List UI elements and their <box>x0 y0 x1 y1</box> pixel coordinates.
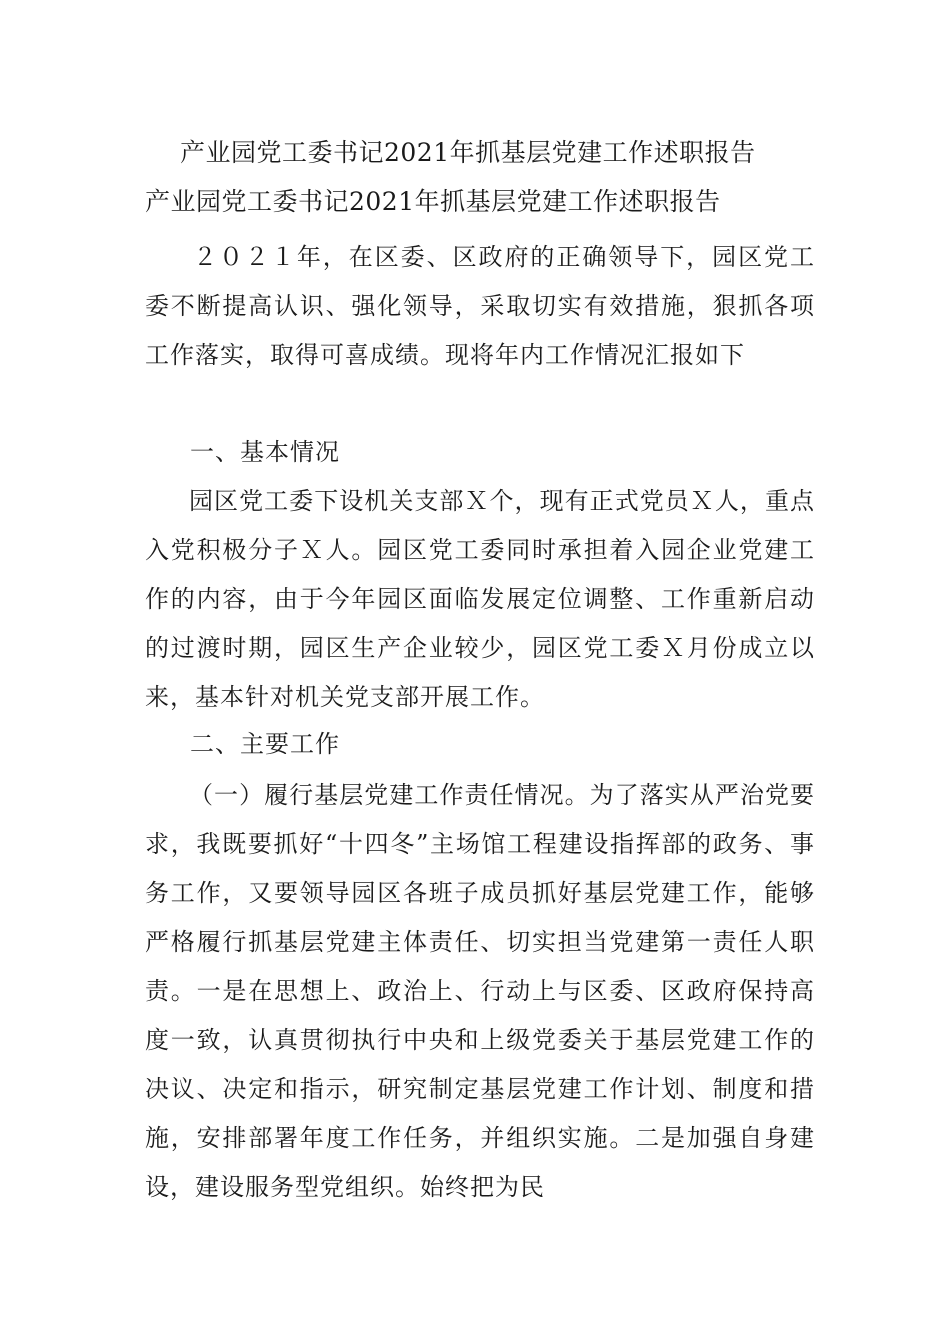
section-heading-main-work: 二、主要工作 <box>190 730 340 758</box>
document-subtitle: 产业园党工委书记2021年抓基层党建工作述职报告 <box>145 187 721 216</box>
section-heading-basic-situation: 一、基本情况 <box>190 438 340 466</box>
section-paragraph-basic-situation: 园区党工委下设机关支部Ｘ个，现有正式党员Ｘ人，重点入党积极分子Ｘ人。园区党工委同时承担着入园企业党建工作的内容，由于今年园区面临发展定位调整、工作重新启动的过渡时期，园区生产企业较少，园区党工委Ｘ月份成立以来，基本针对机关党支部开展工作。 <box>145 487 815 711</box>
intro-paragraph: ２０２１年，在区委、区政府的正确领导下，园区党工委不断提高认识、强化领导，采取切实有效措施，狠抓各项工作落实，取得可喜成绩。现将年内工作情况汇报如下 <box>145 243 815 369</box>
document-title: 产业园党工委书记2021年抓基层党建工作述职报告 <box>180 138 756 167</box>
section-paragraph-main-work: （一）履行基层党建工作责任情况。为了落实从严治党要求，我既要抓好“十四冬”主场馆工程建设指挥部的政务、事务工作，又要领导园区各班子成员抓好基层党建工作，能够严格履行抓基层党建主体责任、切实担当党建第一责任人职责。一是在思想上、政治上、行动上与区委、区政府保持高度一致，认真贯彻执行中央和上级党委关于基层党建工作的决议、决定和指示，研究制定基层党建工作计划、制度和措施，安排部署年度工作任务，并组织实施。二是加强自身建设，建设服务型党组织。始终把为民 <box>145 781 815 1201</box>
